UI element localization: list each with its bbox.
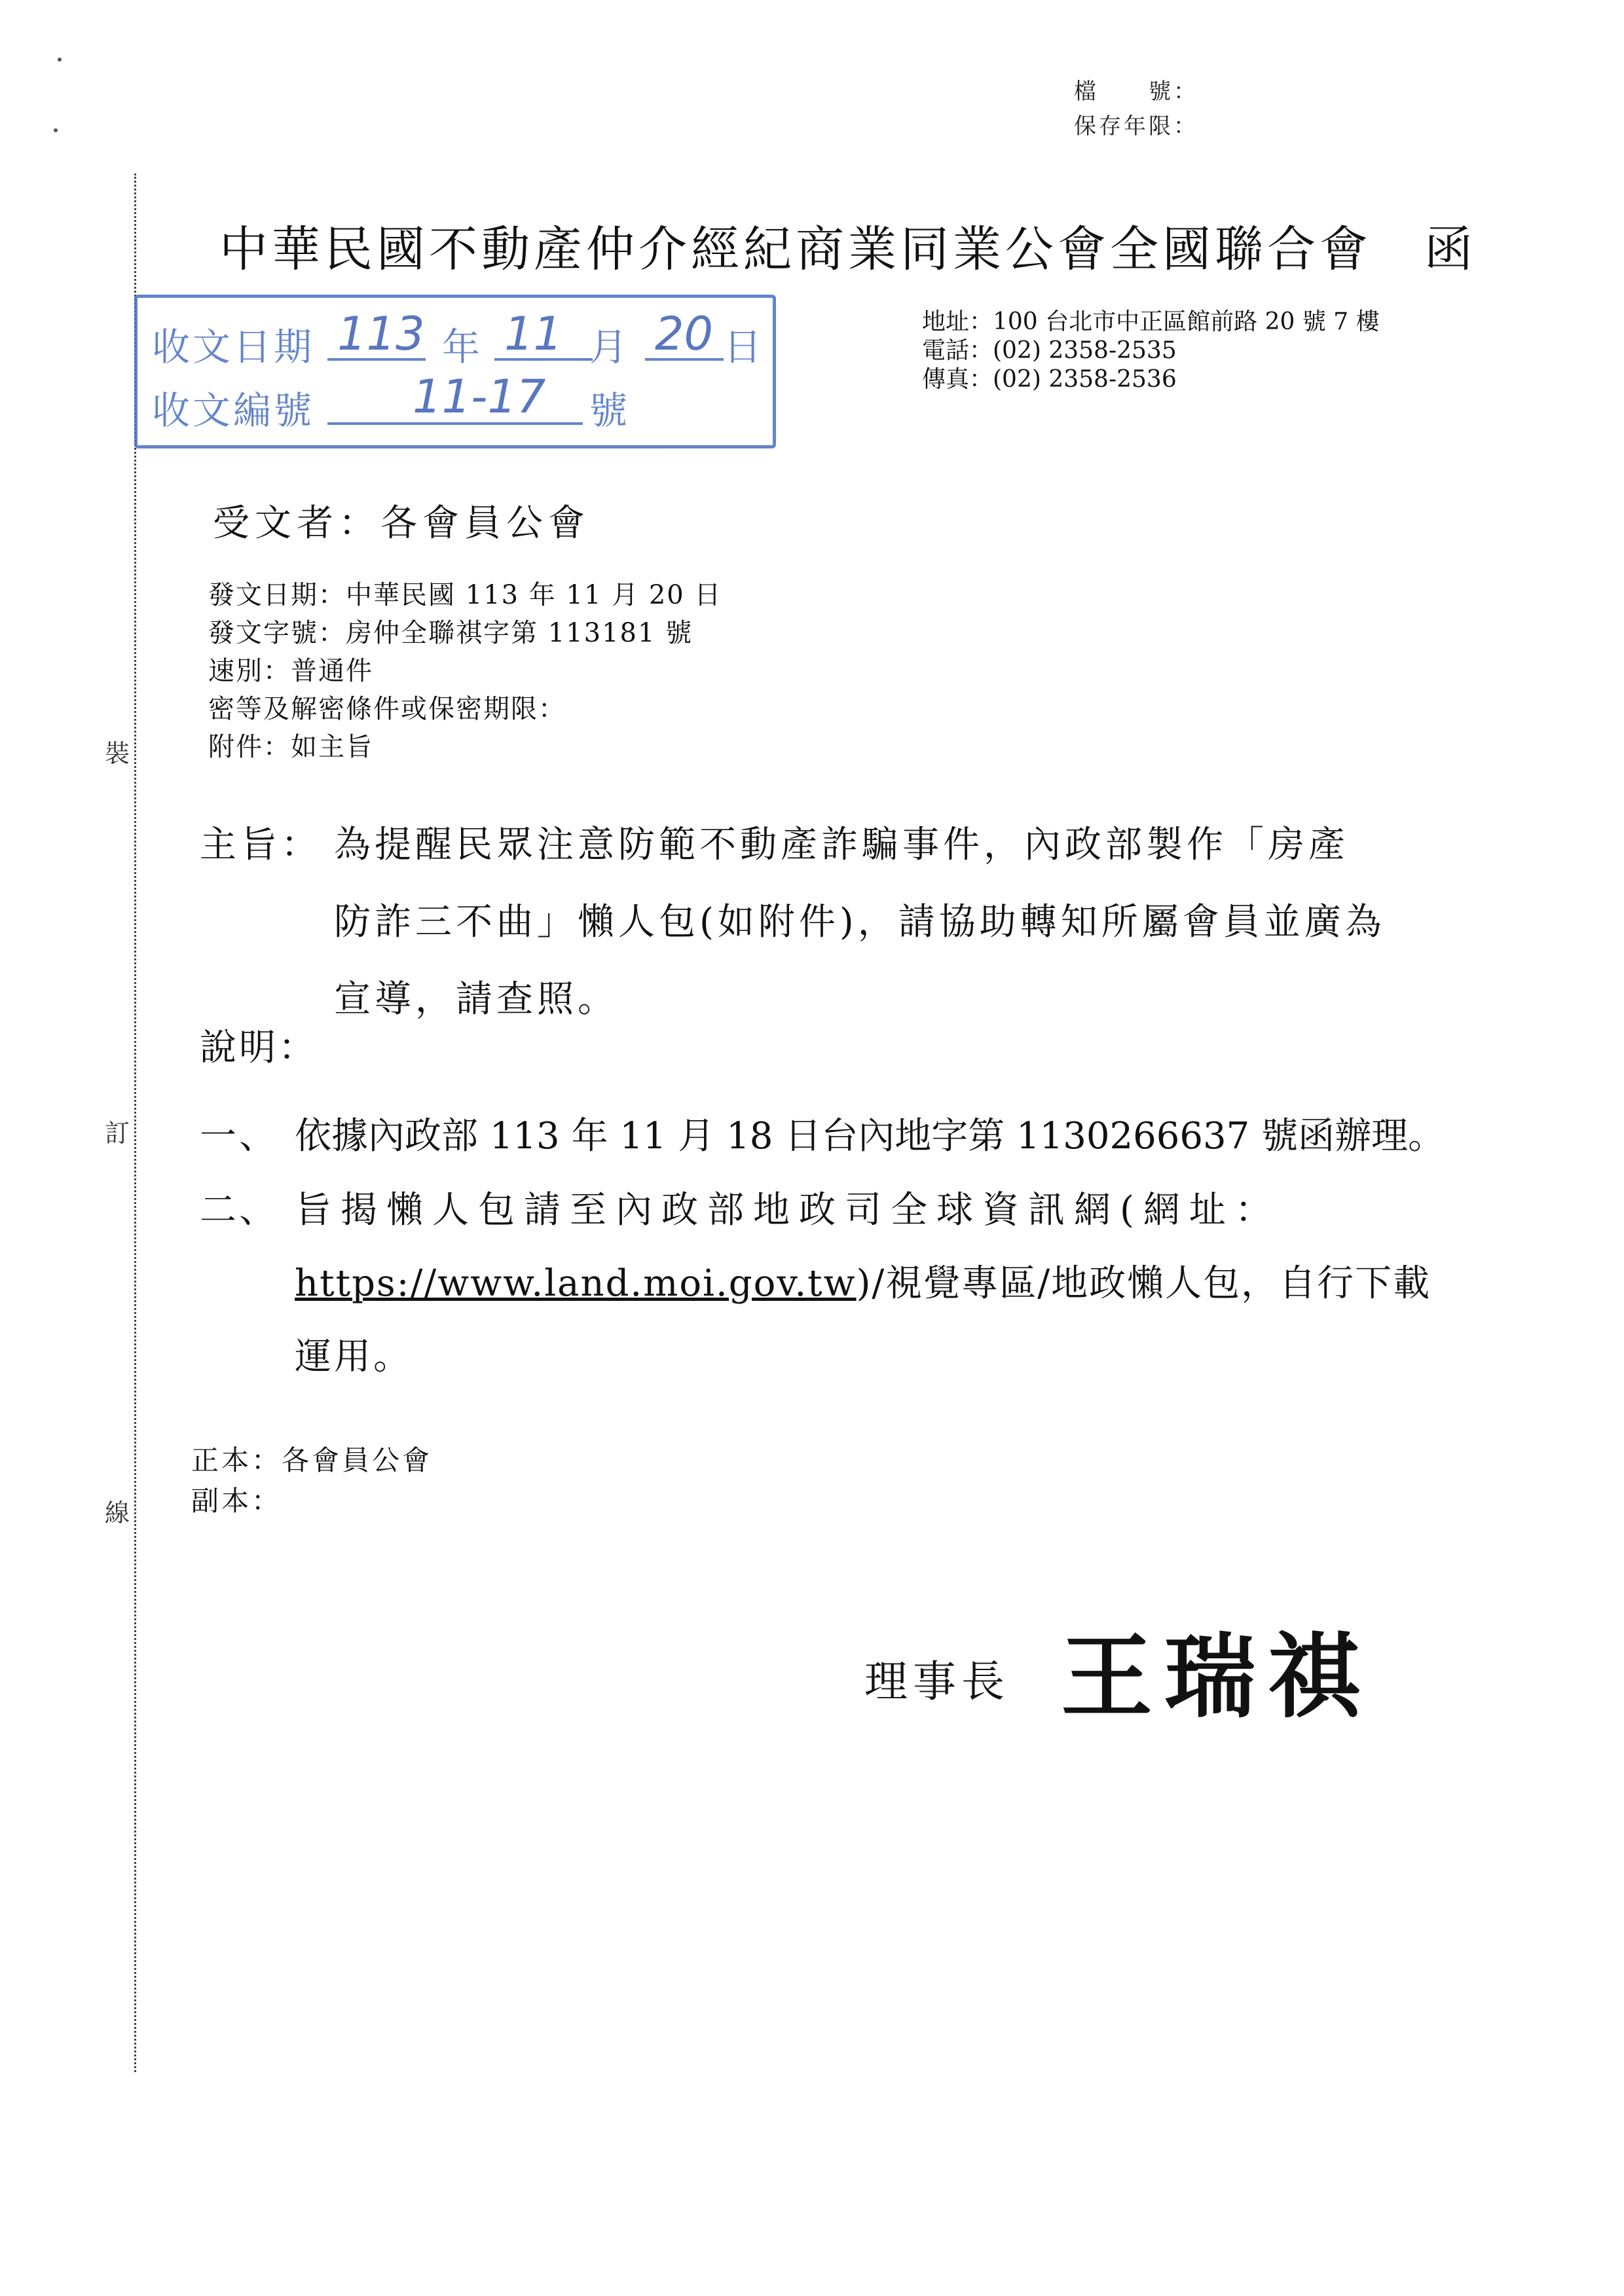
retention-period-field: 保存年限：	[1074, 113, 1198, 139]
file-number-field: 檔 號：	[1074, 79, 1198, 105]
stamp-number: 11-17	[413, 370, 546, 424]
fax-line: 傳真：(02) 2358-2536	[922, 366, 1177, 393]
stamp-month-unit: 月	[589, 325, 631, 369]
speed-line: 速別：普通件	[208, 656, 373, 686]
recipient-line: 受文者：各會員公會	[213, 502, 590, 545]
contact-block	[922, 308, 1380, 394]
subject-line-3: 宣導，請查照。	[334, 978, 618, 1021]
stamp-day: 20	[655, 307, 714, 361]
signature-name: 王瑞祺	[1061, 1624, 1372, 1731]
copies-block	[191, 1440, 432, 1522]
issue-number-line: 發文字號：房仲全聯祺字第 113181 號	[208, 618, 693, 648]
binding-char-zhuang: 裝	[105, 739, 130, 768]
secrecy-line: 密等及解密條件或保密期限：	[208, 694, 566, 724]
signature-role: 理事長	[864, 1656, 1010, 1707]
explanation-label: 說明：	[200, 1027, 318, 1069]
address-line: 地址：100 台北市中正區館前路 20 號 7 樓	[922, 308, 1380, 335]
phone-line: 電話：(02) 2358-2535	[922, 337, 1177, 364]
stamp-date-label: 收文日期	[152, 325, 315, 369]
stamp-number-label: 收文編號	[152, 388, 315, 433]
stamp-number-underline	[327, 422, 583, 425]
scan-speck	[58, 58, 62, 62]
subject-label: 主旨：	[200, 824, 322, 866]
binding-char-xian: 線	[105, 1499, 130, 1527]
receipt-stamp	[134, 295, 776, 448]
item-2-line-2	[295, 1247, 1431, 1321]
land-moi-url-link[interactable]: https://www.land.moi.gov.tw	[295, 1262, 857, 1305]
binding-dotted-line	[134, 173, 136, 2072]
explanation-item-2-number: 二、	[200, 1189, 278, 1231]
stamp-year-unit: 年	[442, 325, 483, 369]
document-title: 中華民國不動產仲介經紀商業同業公會全國聯合會 函	[219, 221, 1477, 278]
stamp-month-underline	[494, 358, 593, 361]
attachment-line: 附件：如主旨	[208, 732, 373, 762]
meta-block	[208, 576, 722, 766]
item-2-line-3: 運用。	[295, 1336, 413, 1378]
subject-body	[334, 807, 1386, 1038]
binding-char-ding: 訂	[105, 1119, 130, 1148]
subject-line-2: 防詐三不曲」懶人包(如附件)，請協助轉知所屬會員並廣為	[334, 901, 1386, 943]
explanation-item-1-number: 一、	[200, 1115, 278, 1157]
item-2-line-2-rest: )/視覺專區/地政懶人包，自行下載	[856, 1262, 1431, 1305]
stamp-number-unit: 號	[589, 388, 631, 433]
issue-date-line: 發文日期：中華民國 113 年 11 月 20 日	[208, 580, 722, 610]
original-copy-line: 正本：各會員公會	[191, 1444, 433, 1476]
explanation-item-2	[295, 1174, 1431, 1394]
explanation-item-1: 依據內政部 113 年 11 月 18 日台內地字第 1130266637 號函辦理。	[295, 1115, 1445, 1157]
stamp-month: 11	[504, 307, 563, 361]
stamp-day-underline	[645, 358, 724, 361]
subject-line-1: 為提醒民眾注意防範不動產詐騙事件，內政部製作「房產	[334, 824, 1349, 866]
item-2-line-1: 旨揭懶人包請至內政部地政司全球資訊網(網址：	[295, 1189, 1281, 1231]
stamp-year: 113	[337, 307, 425, 361]
stamp-day-unit: 日	[724, 325, 765, 369]
duplicate-copy-line: 副本：	[191, 1485, 282, 1517]
stamp-year-underline	[327, 358, 426, 361]
scan-speck	[54, 128, 58, 132]
